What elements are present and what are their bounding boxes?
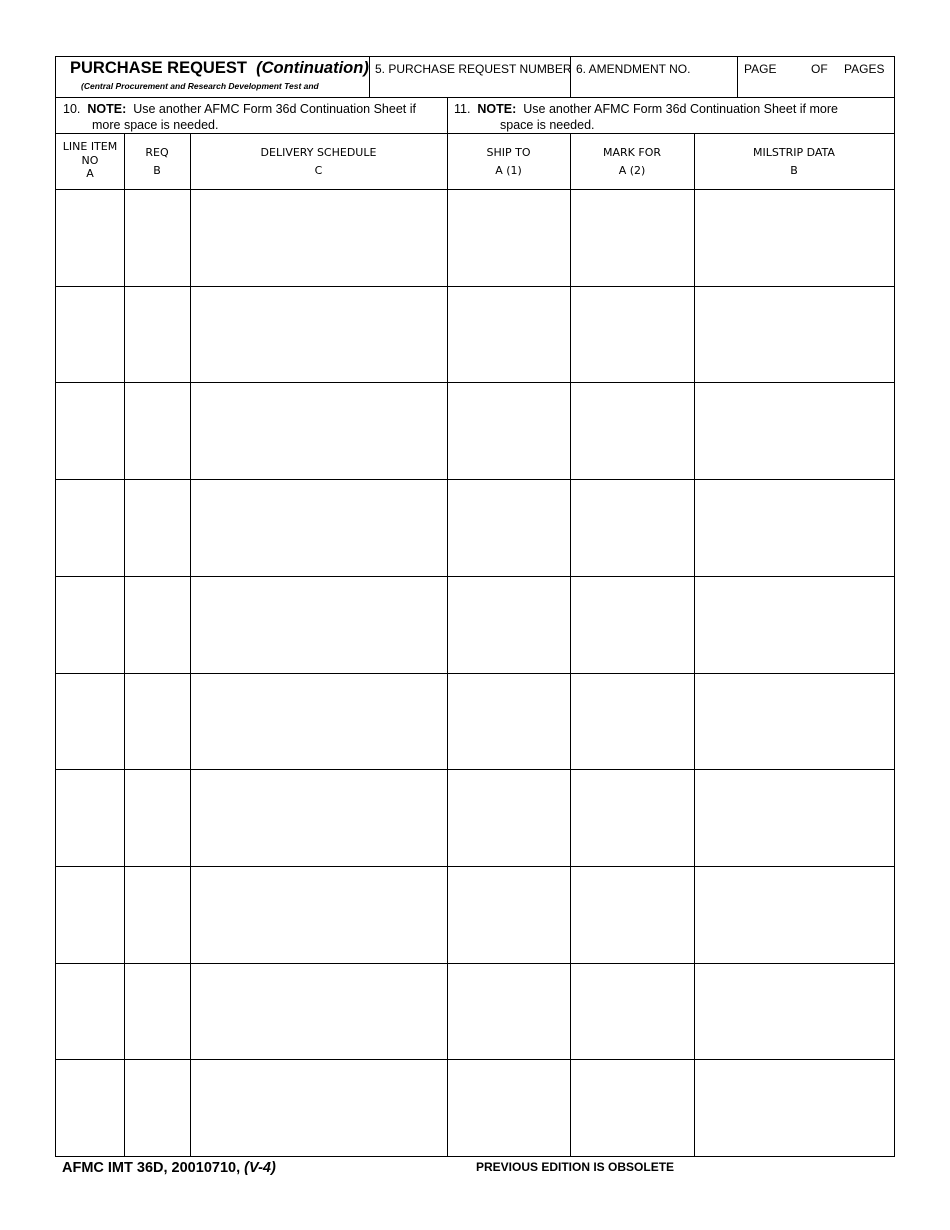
- cell-mark-for[interactable]: [571, 770, 693, 867]
- cell-milstrip-data[interactable]: [695, 867, 893, 964]
- cell-line-item-no[interactable]: [57, 480, 123, 577]
- form-number: AFMC IMT 36D, 20010710, (V-4): [62, 1160, 276, 1176]
- table-row: [56, 189, 894, 286]
- cell-delivery-schedule[interactable]: [191, 287, 446, 384]
- cell-mark-for[interactable]: [571, 577, 693, 674]
- column-header-milstrip-data: MILSTRIP DATA B: [753, 146, 835, 177]
- of-label: OF: [811, 62, 828, 76]
- table-row: [56, 576, 894, 674]
- line-item-table-body: [56, 189, 894, 1156]
- cell-req[interactable]: [125, 287, 189, 384]
- cell-ship-to[interactable]: [448, 383, 569, 480]
- cell-delivery-schedule[interactable]: [191, 577, 446, 674]
- form-title: PURCHASE REQUEST (Continuation): [70, 59, 369, 77]
- table-row: [56, 479, 894, 577]
- table-row: [56, 866, 894, 964]
- cell-line-item-no[interactable]: [57, 287, 123, 384]
- cell-line-item-no[interactable]: [57, 770, 123, 867]
- cell-milstrip-data[interactable]: [695, 189, 893, 286]
- cell-mark-for[interactable]: [571, 287, 693, 384]
- page-number-field[interactable]: [781, 57, 807, 97]
- cell-ship-to[interactable]: [448, 480, 569, 577]
- cell-delivery-schedule[interactable]: [191, 770, 446, 867]
- cell-req[interactable]: [125, 674, 189, 771]
- cell-delivery-schedule[interactable]: [191, 674, 446, 771]
- cell-line-item-no[interactable]: [57, 383, 123, 480]
- pages-label: PAGES: [844, 62, 885, 76]
- divider: [56, 133, 894, 134]
- table-row: [56, 673, 894, 771]
- cell-mark-for[interactable]: [571, 1060, 693, 1157]
- cell-delivery-schedule[interactable]: [191, 867, 446, 964]
- cell-milstrip-data[interactable]: [695, 383, 893, 480]
- cell-req[interactable]: [125, 383, 189, 480]
- table-row: [56, 769, 894, 867]
- table-row: [56, 286, 894, 384]
- cell-delivery-schedule[interactable]: [191, 964, 446, 1061]
- cell-mark-for[interactable]: [571, 189, 693, 286]
- cell-line-item-no[interactable]: [57, 964, 123, 1061]
- cell-req[interactable]: [125, 964, 189, 1061]
- cell-req[interactable]: [125, 577, 189, 674]
- table-row: [56, 1059, 894, 1157]
- cell-req[interactable]: [125, 770, 189, 867]
- cell-ship-to[interactable]: [448, 189, 569, 286]
- cell-milstrip-data[interactable]: [695, 1060, 893, 1157]
- cell-milstrip-data[interactable]: [695, 480, 893, 577]
- cell-milstrip-data[interactable]: [695, 577, 893, 674]
- cell-mark-for[interactable]: [571, 383, 693, 480]
- column-header-delivery-schedule: DELIVERY SCHEDULE C: [260, 146, 377, 177]
- form-title-suffix: (Continuation): [256, 59, 369, 77]
- cell-ship-to[interactable]: [448, 964, 569, 1061]
- cell-req[interactable]: [125, 189, 189, 286]
- cell-line-item-no[interactable]: [57, 867, 123, 964]
- cell-milstrip-data[interactable]: [695, 770, 893, 867]
- column-header-ship-to: SHIP TO A (1): [486, 146, 531, 177]
- cell-mark-for[interactable]: [571, 867, 693, 964]
- divider: [447, 97, 448, 133]
- cell-req[interactable]: [125, 867, 189, 964]
- divider: [737, 57, 738, 97]
- form-subtitle: (Central Procurement and Research Development Test and: [81, 81, 319, 91]
- cell-req[interactable]: [125, 1060, 189, 1157]
- cell-ship-to[interactable]: [448, 867, 569, 964]
- cell-delivery-schedule[interactable]: [191, 383, 446, 480]
- note-10: 10. NOTE: Use another AFMC Form 36d Continuation Sheet if more space is needed.: [63, 102, 416, 132]
- cell-mark-for[interactable]: [571, 964, 693, 1061]
- amendment-number-label: 6. AMENDMENT NO.: [576, 62, 691, 76]
- column-header-mark-for: MARK FOR A (2): [603, 146, 661, 177]
- cell-ship-to[interactable]: [448, 770, 569, 867]
- cell-ship-to[interactable]: [448, 1060, 569, 1157]
- cell-mark-for[interactable]: [571, 674, 693, 771]
- cell-delivery-schedule[interactable]: [191, 1060, 446, 1157]
- purchase-request-form: [55, 56, 895, 1157]
- page-label: PAGE: [744, 62, 777, 76]
- note-11: 11. NOTE: Use another AFMC Form 36d Continuation Sheet if more space is needed.: [454, 102, 838, 132]
- cell-milstrip-data[interactable]: [695, 964, 893, 1061]
- cell-delivery-schedule[interactable]: [191, 189, 446, 286]
- cell-milstrip-data[interactable]: [695, 287, 893, 384]
- cell-line-item-no[interactable]: [57, 577, 123, 674]
- table-row: [56, 963, 894, 1061]
- cell-ship-to[interactable]: [448, 674, 569, 771]
- cell-ship-to[interactable]: [448, 577, 569, 674]
- edition-note: PREVIOUS EDITION IS OBSOLETE: [476, 1160, 675, 1174]
- cell-mark-for[interactable]: [571, 480, 693, 577]
- purchase-request-number-label: 5. PURCHASE REQUEST NUMBER: [375, 62, 572, 76]
- cell-line-item-no[interactable]: [57, 674, 123, 771]
- cell-line-item-no[interactable]: [57, 1060, 123, 1157]
- total-pages-field[interactable]: [827, 57, 843, 97]
- cell-ship-to[interactable]: [448, 287, 569, 384]
- cell-line-item-no[interactable]: [57, 189, 123, 286]
- form-version: (V-4): [244, 1160, 276, 1176]
- cell-milstrip-data[interactable]: [695, 674, 893, 771]
- cell-delivery-schedule[interactable]: [191, 480, 446, 577]
- cell-req[interactable]: [125, 480, 189, 577]
- table-row: [56, 382, 894, 480]
- divider: [56, 97, 894, 98]
- purchase-request-number-field[interactable]: [370, 57, 570, 97]
- column-header-req: REQ B: [145, 146, 169, 177]
- amendment-number-field[interactable]: [571, 57, 737, 97]
- column-header-line-item: LINE ITEM NO A: [62, 140, 118, 180]
